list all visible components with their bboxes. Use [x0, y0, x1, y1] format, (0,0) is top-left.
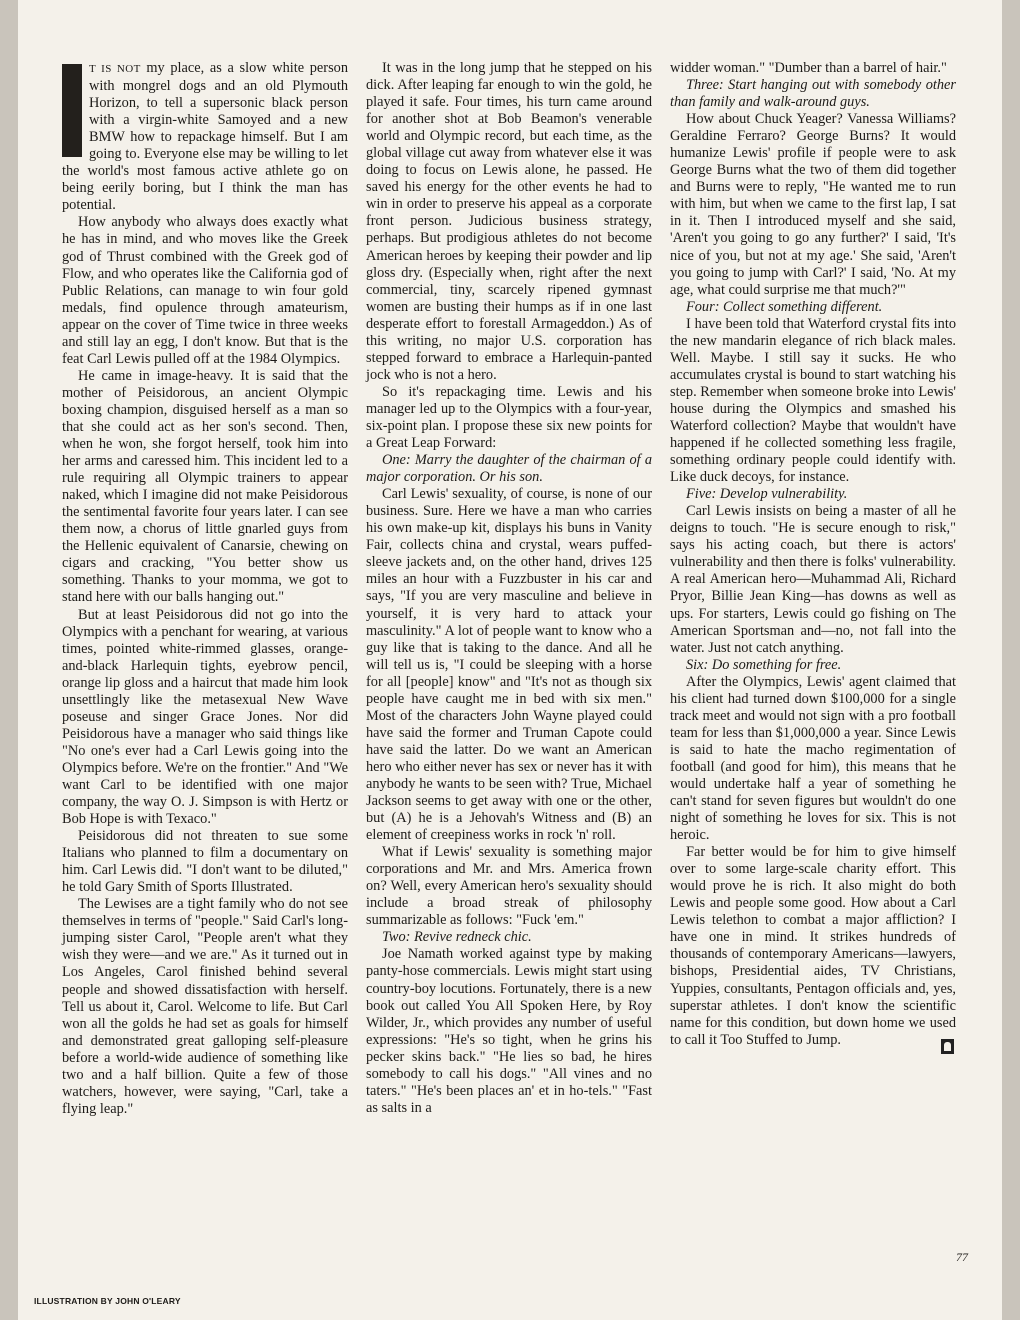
paragraph-text: Six: Do something for free. [686, 656, 842, 673]
section-heading [366, 452, 652, 486]
paragraph [366, 384, 652, 452]
paragraph-text: How about Chuck Yeager? Vanessa Williams? Geraldine Ferraro? George Burns? It would humanize Lewis' profile if people were to ask George Burns what the two of them did together and Burns were to reply, "He wanted me to run with him, but when we came to the first lap, I sat in it. Then I introduced myself and she said, 'Aren't you going to go any further?' I said, 'It's nice of you, but not at my age.' She said, 'Aren't you going to jump with Carl?' I said, 'No. At my age, what could surprise me that much?'" [670, 111, 956, 298]
paragraph [62, 214, 348, 367]
paragraph [62, 896, 348, 1118]
paragraph-text: Far better would be for him to give himself over to some large-scale charity effort. This would prove he is rich. It also might do both Lewis and people some good. How about a Carl Lewis telethon to combat a major affliction? I have one in mind. It strikes hundreds of thousands of contemporary Americans—lawyers, bishops, Presidential aides, TV Christians, Yuppies, consultants, Pentagon officials and, yes, superstar athletes. I don't know the scientific name for this condition, but down home we used to call it Too Stuffed to Jump. [670, 844, 956, 1048]
paragraph-text: Carl Lewis insists on being a master of all he deigns to touch. "He is secure enough to risk," says his acting coach, but there is actors' vulnerability and then there is folks' vulnerability. A real American hero—Muhammad Ali, Richard Pryor, Billie Jean King—has downs as well as ups. For starters, Lewis could go fishing on The American Sportsman and—no, not fall into the water. Just not catch anything. [670, 503, 956, 656]
paragraph [670, 60, 956, 77]
end-mark-icon [941, 1039, 954, 1054]
article-columns [62, 60, 958, 1260]
paragraph-text: How anybody who always does exactly what he has in mind, and who moves like the Greek god of Thrust combined with the Greek god of Flow, and who operates like the California god of Public Relations, can manage to win four gold medals, find opulence through amateurism, appear on the cover of Time twice in three weeks and still lay an egg, I don't know. But that is the feat Carl Lewis pulled off at the 1984 Olympics. [62, 214, 348, 367]
paragraph-text: He came in image-heavy. It is said that the mother of Peisidorous, an ancient Olympic boxing champion, disguised herself as a man so that she could act as her son's second. Then, when he won, she forgot herself, took him into her arms and caressed him. This incident led to a rule requiring all Olympic trainers to appear naked, which I imagine did not make Peisidorous the sentimental favorite four years later. I can see them now, a chorus of little gnarled guys from the Hellenic equivalent of Canarsie, chewing on cigars and cracking, "You better show us something. Thanks to your momma, we got to stand here with our balls hanging out." [62, 367, 348, 606]
column-2 [366, 60, 652, 1260]
paragraph [670, 674, 956, 844]
paragraph [366, 844, 652, 929]
paragraph-text: my place, as a slow white person with mongrel dogs and an old Plymouth Horizon, to tell a supersonic black person with a virgin-white Samoyed and a new BMW how to repackage himself. But I am going to. Everyone else may be willing to let the world's most famous active athlete go on being eerily boring, but I think the man has potential. [62, 60, 349, 214]
paragraph-text: It was in the long jump that he stepped on his dick. After leaping far enough to win the gold, he played it safe. Four times, his turn came around for another shot at Bob Beamon's venerable world and Olympic record, but each time, as the global village cut away from whatever else it was doing to focus on Lewis alone, he passed. He saved his energy for the other events he had to win in order to preserve his appeal as a corporate front person. Judicious business strategy, perhaps. But prodigious athletes do not become American heroes by keeping their powder and lip gloss dry. (Especially when, right after the next commercial, tiny, scarcely ripened gymnast women are busting their humps as if in one last desperate effort to forestall Armageddon.) As of this writing, no major U.S. corporation has stepped forward to embrace a Harlequin-panted jock who is not a hero. [366, 60, 652, 383]
paragraph [670, 316, 956, 486]
paragraph [62, 607, 348, 829]
paragraph [62, 828, 348, 896]
paragraph [670, 844, 956, 1049]
paragraph [366, 60, 652, 384]
paragraph-text: The Lewises are a tight family who do not see themselves in terms of "people." Said Carl's long-jumping sister Carol, "People aren't what they wish they were—and we are." As it turned out in Los Angeles, Carol finished behind several people and showed dissatisfaction with herself. Tell us about it, Carol. Welcome to life. But Carl won all the golds he had set as goals for himself and demonstrated great galloping self-pleasure before a world-wide audience of something like two and a half billion. Quite a few of those watchers, however, were saying, "Carl, take a flying leap." [62, 896, 348, 1117]
lead-in: T IS NOT [89, 63, 141, 75]
paragraph-text: Four: Collect something different. [686, 298, 883, 315]
paragraph-text: After the Olympics, Lewis' agent claimed that his client had turned down $100,000 for a single track meet and would not sign with a pro football team for less than $1,000,000 a year. Since Lewis is said to hate the macho regimentation of football (and good for him), this means that he would undertake half a year of something he can't stand for seven figures but wouldn't do one night of something he loves for six. This is not heroic. [670, 673, 956, 844]
paragraph-text: But at least Peisidorous did not go into the Olympics with a penchant for wearing, at various times, pointed white-rimmed glasses, orange-and-black Harlequin tights, eyebrow pencil, orange lip gloss and a haircut that made him look unsettlingly like the metasexual New Wave poseuse and singer Grace Jones. Nor did Peisidorous have a manager who said things like "No one's ever had a Carl Lewis going into the Olympics before. We're on the frontier." And "We want Carl to be identified with one major company, the way O. J. Simpson is with Hertz or Bob Hope is with Texaco." [62, 606, 348, 828]
paragraph-text: So it's repackaging time. Lewis and his manager led up to the Olympics with a four-year, six-point plan. I propose these six new points for a Great Leap Forward: [366, 383, 652, 452]
paragraph-text: widder woman." "Dumber than a barrel of hair." [670, 60, 947, 76]
magazine-page [18, 0, 1002, 1320]
paragraph-text: What if Lewis' sexuality is something major corporations and Mr. and Mrs. America frown on? Well, every American hero's sexuality should include a broad streak of philosophy summarizable as follows: "Fuck 'em." [366, 844, 652, 929]
paragraph-text: One: Marry the daughter of the chairman of a major corporation. Or his son. [366, 452, 652, 486]
paragraph [670, 503, 956, 656]
paragraph-text: Two: Revive redneck chic. [382, 929, 532, 946]
section-heading [670, 299, 956, 316]
paragraph [62, 60, 348, 214]
paragraph-text: Joe Namath worked against type by making panty-hose commercials. Lewis might start using country-boy locutions. Fortunately, there is a new book out called You All Spoken Here, by Roy Wilder, Jr., which provides any number of useful expressions: "He's so tight, when he grins his pecker skins back." "He lies so bad, he hires somebody to call his dogs." "All vines and no taters." "He's been places an' et in ho-tels." "Fast as salts in a [366, 946, 652, 1116]
drop-cap [62, 64, 82, 157]
paragraph [366, 946, 652, 1116]
section-heading [670, 486, 956, 503]
paragraph [670, 111, 956, 299]
column-3 [670, 60, 956, 1260]
paragraph [62, 368, 348, 607]
illustration-credit: ILLUSTRATION BY JOHN O'LEARY [34, 1296, 181, 1306]
paragraph-text: Peisidorous did not threaten to sue some Italians who planned to film a documentary on him. Carl Lewis did. "I don't want to be diluted," he told Gary Smith of Sports Illustrated. [62, 828, 348, 896]
paragraph-text: Carl Lewis' sexuality, of course, is none of our business. Sure. Here we have a man who carries his own make-up kit, displays his buns in Vanity Fair, collects china and crystal, wears puffed-sleeve jackets and, on the other hand, drives 125 miles an hour with a Fuzzbuster in his car and says, "If you are very masculine and believe in yourself, it is very hard to attack your masculinity." A lot of people want to know who a guy like that is taking to the dance. And all he will tell us is, "I could be sleeping with a horse for all [people] know" and "It's not as though six people have caught me in bed with six men." Most of the characters John Wayne played could have said the former and Truman Capote could have said the latter. Do we want an American hero who either never has sex or never has it with anybody he wants to be seen with? True, Michael Jackson seems to get away with one or the other, but (A) he is a Jehovah's Witness and (B) an element of creepiness works in rock 'n' roll. [366, 486, 652, 844]
section-heading [366, 929, 652, 946]
paragraph-text: I have been told that Waterford crystal fits into the new mandarin elegance of rich black males. Well. Maybe. I still say it sucks. He who accumulates crystal is bound to start watching his step. Remember when someone broke into Lewis' house during the Olympics and smashed his Waterford collection? Maybe that wouldn't have happened if he collected something less fragile, something ordinary people could identify with. Like duck decoys, for instance. [670, 315, 956, 486]
page-number: 77 [956, 1250, 968, 1264]
paragraph-text: Five: Develop vulnerability. [686, 486, 848, 503]
column-1 [62, 60, 348, 1260]
section-heading [670, 77, 956, 111]
paragraph [366, 486, 652, 844]
paragraph-text: Three: Start hanging out with somebody other than family and walk-around guys. [670, 77, 956, 111]
section-heading [670, 657, 956, 674]
